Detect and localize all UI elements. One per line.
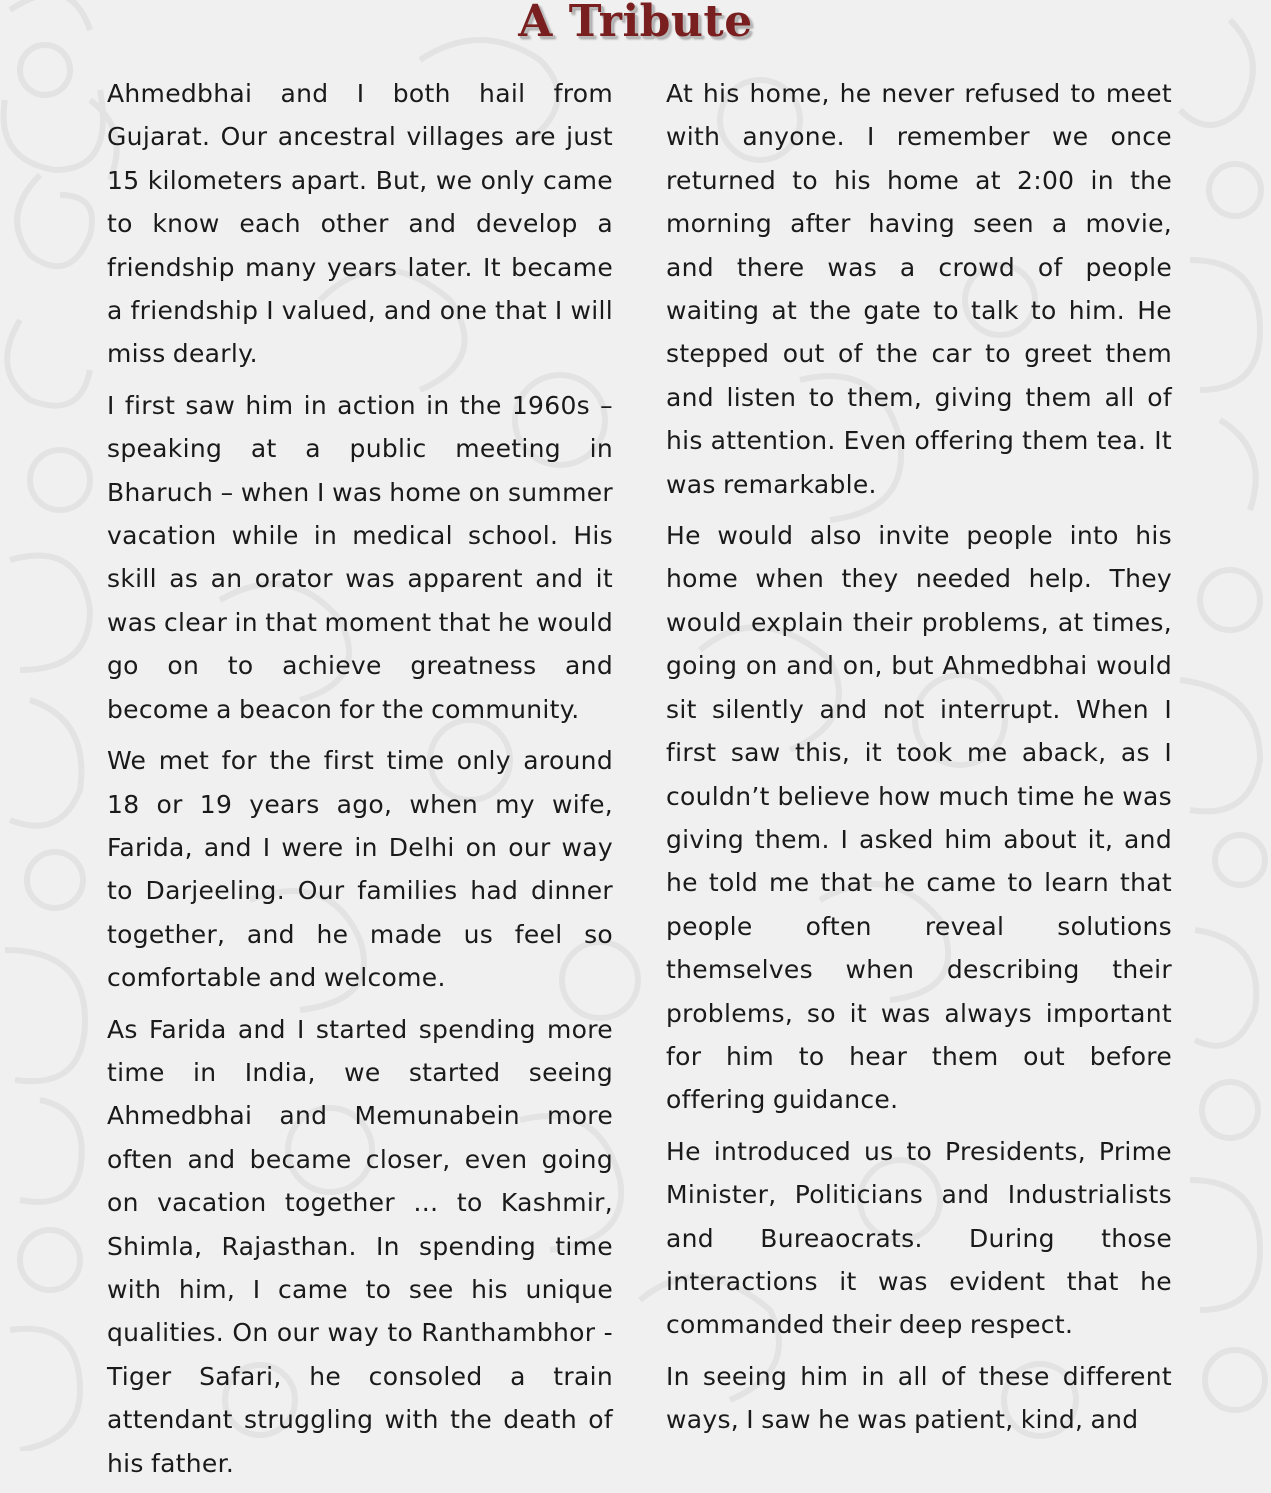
right-column (666, 72, 1172, 1450)
paragraph: He introduced us to Presidents, Prime Minister, Politicians and Industrialists and Bureaocrats. During those interactions it was evident that he commanded their deep respect. (666, 1136, 1172, 1340)
page-title: A Tribute (518, 0, 753, 47)
paragraph: I first saw him in action in the 1960s – speaking at a public meeting in Bharuch – when I was home on summer vacation while in medical school. His skill as an orator was apparent and it was clear in that moment that he would go on to achieve greatness and become a beacon for the community. (107, 390, 613, 724)
paragraph: He would also invite people into his home when they needed help. They would explain their problems, at times, going on and on, but Ahmedbhai would sit silently and not interrupt. When I first saw this, it took me aback, as I couldn’t believe how much time he was giving them. I asked him about it, and he told me that he came to learn that people often reveal solutions themselves when describing their problems, so it was always important for him to hear them out before offering guidance. (666, 521, 1172, 1115)
paragraph: At his home, he never refused to meet with anyone. I remember we once returned to his home at 2:00 in the morning after having seen a movie, and there was a crowd of people waiting at the gate to talk to him. He stepped out of the car to greet them and listen to them, giving them all of his attention. Even offering them tea. It was remarkable. (666, 79, 1172, 499)
paragraph: We met for the first time only around 18 or 19 years ago, when my wife, Farida, and I were in Delhi on our way to Darjeeling. Our families had dinner together, and he made us feel so comfortable and welcome. (107, 746, 613, 993)
paragraph: As Farida and I started spending more time in India, we started seeing Ahmedbhai and Memunabein more often and became closer, even going on vacation together … to Kashmir, Shimla, Rajasthan. In spending time with him, I came to see his unique qualities. On our way to Ranthambhor - Tiger Safari, he consoled a train attendant struggling with the death of his father. (107, 1014, 613, 1478)
paragraph: In seeing him in all of these different ways, I saw he was patient, kind, and (666, 1361, 1172, 1435)
paragraph: Ahmedbhai and I both hail from Gujarat. Our ancestral villages are just 15 kilometers apart. But, we only came to know each other and develop a friendship many years later. It became a friendship I valued, and one that I will miss dearly. (107, 79, 613, 369)
left-column (107, 72, 613, 1493)
